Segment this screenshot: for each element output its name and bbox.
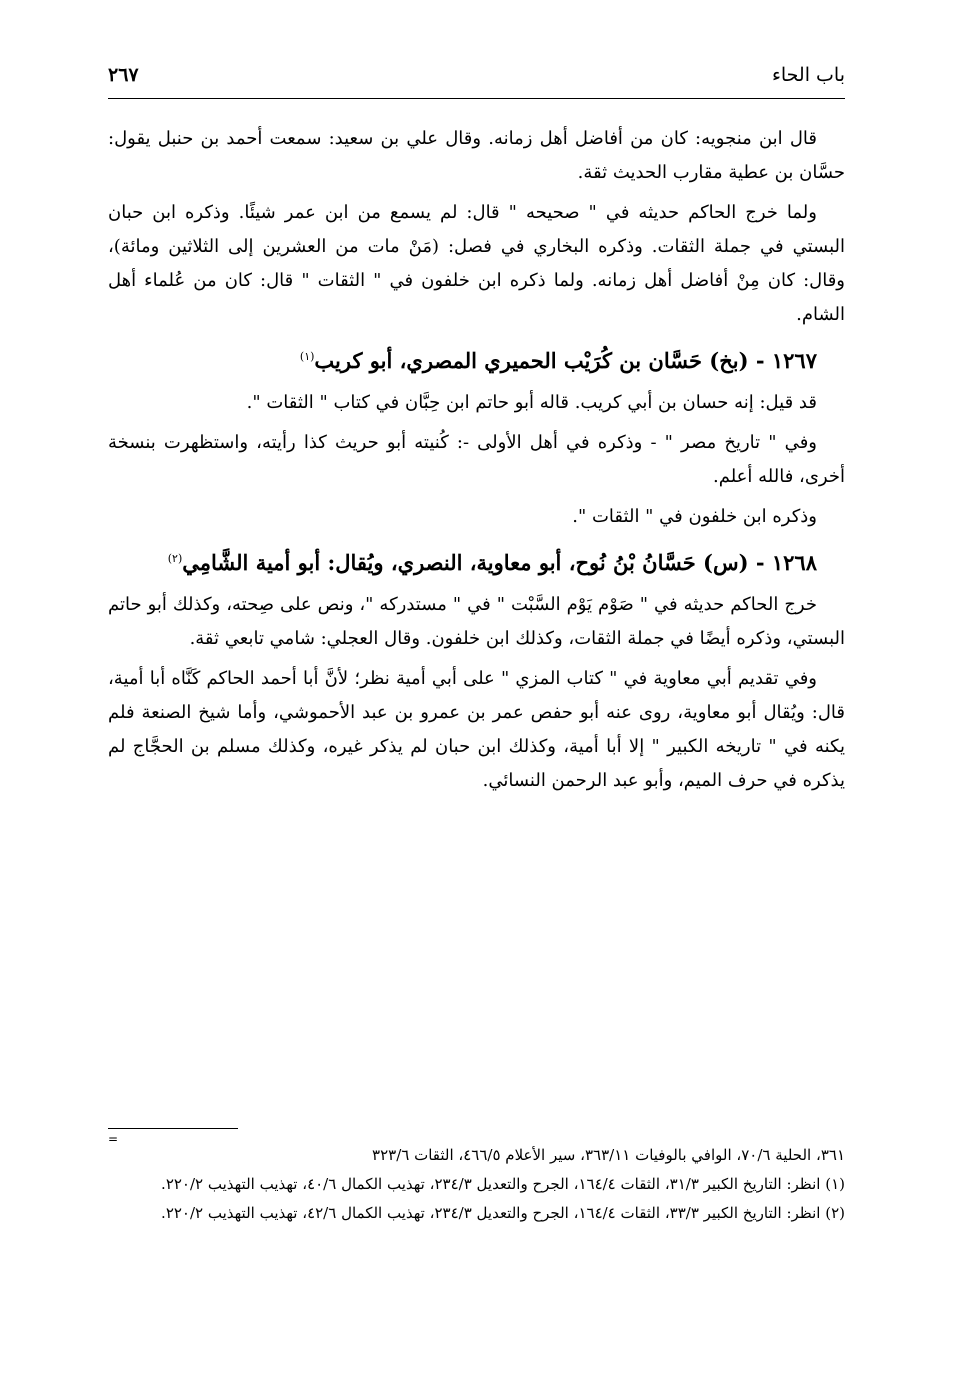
paragraph: خرج الحاكم حديثه في " صَوْم يَوْم السَّبْت " في " مستدركه "، ونص على صِحته، وكذلك أبو حاتم البستي، وذكره أيضًا في جملة الثقات، وكذلك ابن خلفون. وقال العجلي: شامي تابعي ثقة. [108, 594, 845, 649]
running-header [108, 62, 845, 99]
entry-heading-text: ١٢٦٨ - (س) حَسَّانُ بْنُ نُوح، أبو معاوية، النصري، ويُقال: أبو أمية الشَّامِي [182, 550, 817, 575]
continuation-mark: = [108, 1132, 119, 1146]
paragraph: قد قيل: إنه حسان بن أبي كريب. قاله أبو حاتم ابن حِبَّان في كتاب " الثقات ". [246, 392, 817, 413]
paragraph: ولما خرج الحاكم حديثه في " صحيحه " قال: لم يسمع من ابن عمر شيئًا. وذكره ابن حبان البستي في جملة الثقات. وذكره البخاري في فصل: (مَنْ مات من العشرين إلى الثلاثين ومائة)، وقال: كان مِنْ أفاضل أهل زمانه. ولما ذكره ابن خلفون في " الثقات " قال: كان من عُلماء أهل الشام. [108, 202, 845, 325]
footnote: ٣٦١، الحلية ٧٠/٦، الوافي بالوفيات ٣٦٣/١١، سير الأعلام ٤٦٦/٥، الثقات ٣٢٣/٦ [372, 1146, 845, 1164]
entry-heading-1267 [108, 338, 845, 380]
footnote-separator [108, 1128, 845, 1146]
footnote-ref[interactable]: (٢) [167, 552, 183, 565]
footnote: (٢) انظر: التاريخ الكبير ٣٣/٣، الثقات ١٦٤/٤، الجرح والتعديل ٢٣٤/٣، تهذيب الكمال ٤٢/٦، تهذيب التهذيب ٢٢٠/٢. [161, 1204, 845, 1222]
page-number: ٢٦٧ [108, 64, 139, 86]
paragraph: وذكره ابن خلفون في " الثقات ". [572, 506, 817, 527]
paragraph: وفي تقديم أبي معاوية في " كتاب المزي " على أبي أمية نظر؛ لأنَّ أبا أحمد الحاكم كَنَّاه أبا أمية، قال: ويُقال أبو معاوية، روى عنه أبو حفص عمر بن عمرو بن عبد الأحموشي، وأما شيخ الصنعة فلم يكنه في " تاريخه الكبير " إلا أبا أمية، وكذلك ابن حبان لم يذكر غيره، وكذلك مسلم بن الحجَّاج لم يذكره في حرف الميم، وأبو عبد الرحمن النسائي. [108, 668, 845, 791]
footnotes-section [108, 1128, 845, 1229]
entry-heading-1268 [108, 540, 845, 582]
paragraph: قال ابن منجويه: كان من أفاضل أهل زمانه. وقال علي بن سعيد: سمعت أحمد بن حنبل يقول: حسَّان بن عطية مقارب الحديث ثقة. [108, 128, 845, 183]
entry-heading-text: ١٢٦٧ - (بخ) حَسَّان بن كُرَيْب الحميري المصري، أبو كريب [314, 348, 817, 373]
main-text [108, 122, 845, 804]
footnote-ref[interactable]: (١) [299, 350, 315, 363]
paragraph: وفي " تاريخ مصر " - وذكره في أهل الأولى -: كُنيته أبو حريث كذا رأيته، واستظهرت بنسخة أخرى، فالله أعلم. [108, 432, 845, 487]
footnote-rule [108, 1128, 238, 1129]
chapter-title: باب الحاء [771, 64, 845, 86]
footnote: (١) انظر: التاريخ الكبير ٣١/٣، الثقات ١٦٤/٤، الجرح والتعديل ٢٣٤/٣، تهذيب الكمال ٤٠/٦، تهذيب التهذيب ٢٢٠/٢. [161, 1175, 845, 1193]
